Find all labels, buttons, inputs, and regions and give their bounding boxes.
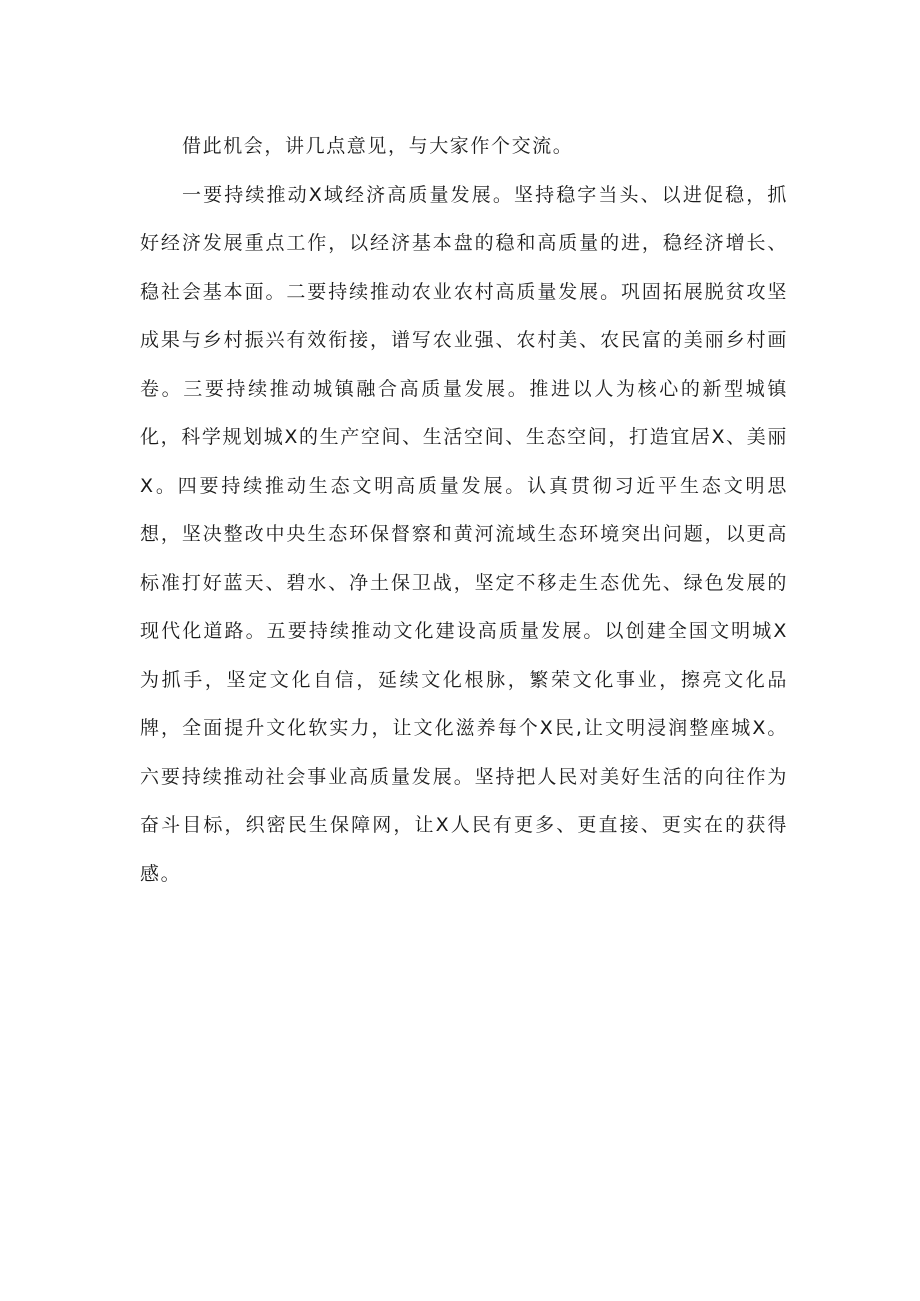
paragraph-main xyxy=(140,171,788,899)
paragraph-intro xyxy=(140,122,788,171)
paragraph-intro-text: 借此机会，讲几点意见，与大家作个交流。 xyxy=(182,135,574,157)
paragraph-main-text: 一要持续推动X域经济高质量发展。坚持稳字当头、以进促稳，抓好经济发展重点工作，以经济基本盘的稳和高质量的进，稳经济增长、稳社会基本面。二要持续推动农业农村高质量发展。巩固拓展脱贫攻坚成果与乡村振兴有效衔接，谱写农业强、农村美、农民富的美丽乡村画卷。三要持续推动城镇融合高质量发展。推进以人为核心的新型城镇化，科学规划城X的生产空间、生活空间、生态空间，打造宜居X、美丽X。四要持续推动生态文明高质量发展。认真贯彻习近平生态文明思想，坚决整改中央生态环保督察和黄河流域生态环境突出问题，以更高标准打好蓝天、碧水、净土保卫战，坚定不移走生态优先、绿色发展的现代化道路。五要持续推动文化建设高质量发展。以创建全国文明城X为抓手，坚定文化自信，延续文化根脉，繁荣文化事业，擦亮文化品牌，全面提升文化软实力，让文化滋养每个X民,让文明浸润整座城X。六要持续推动社会事业高质量发展。坚持把人民对美好生活的向往作为奋斗目标，织密民生保障网，让X人民有更多、更直接、更实在的获得感。 xyxy=(140,183,788,885)
body-text xyxy=(140,122,788,898)
